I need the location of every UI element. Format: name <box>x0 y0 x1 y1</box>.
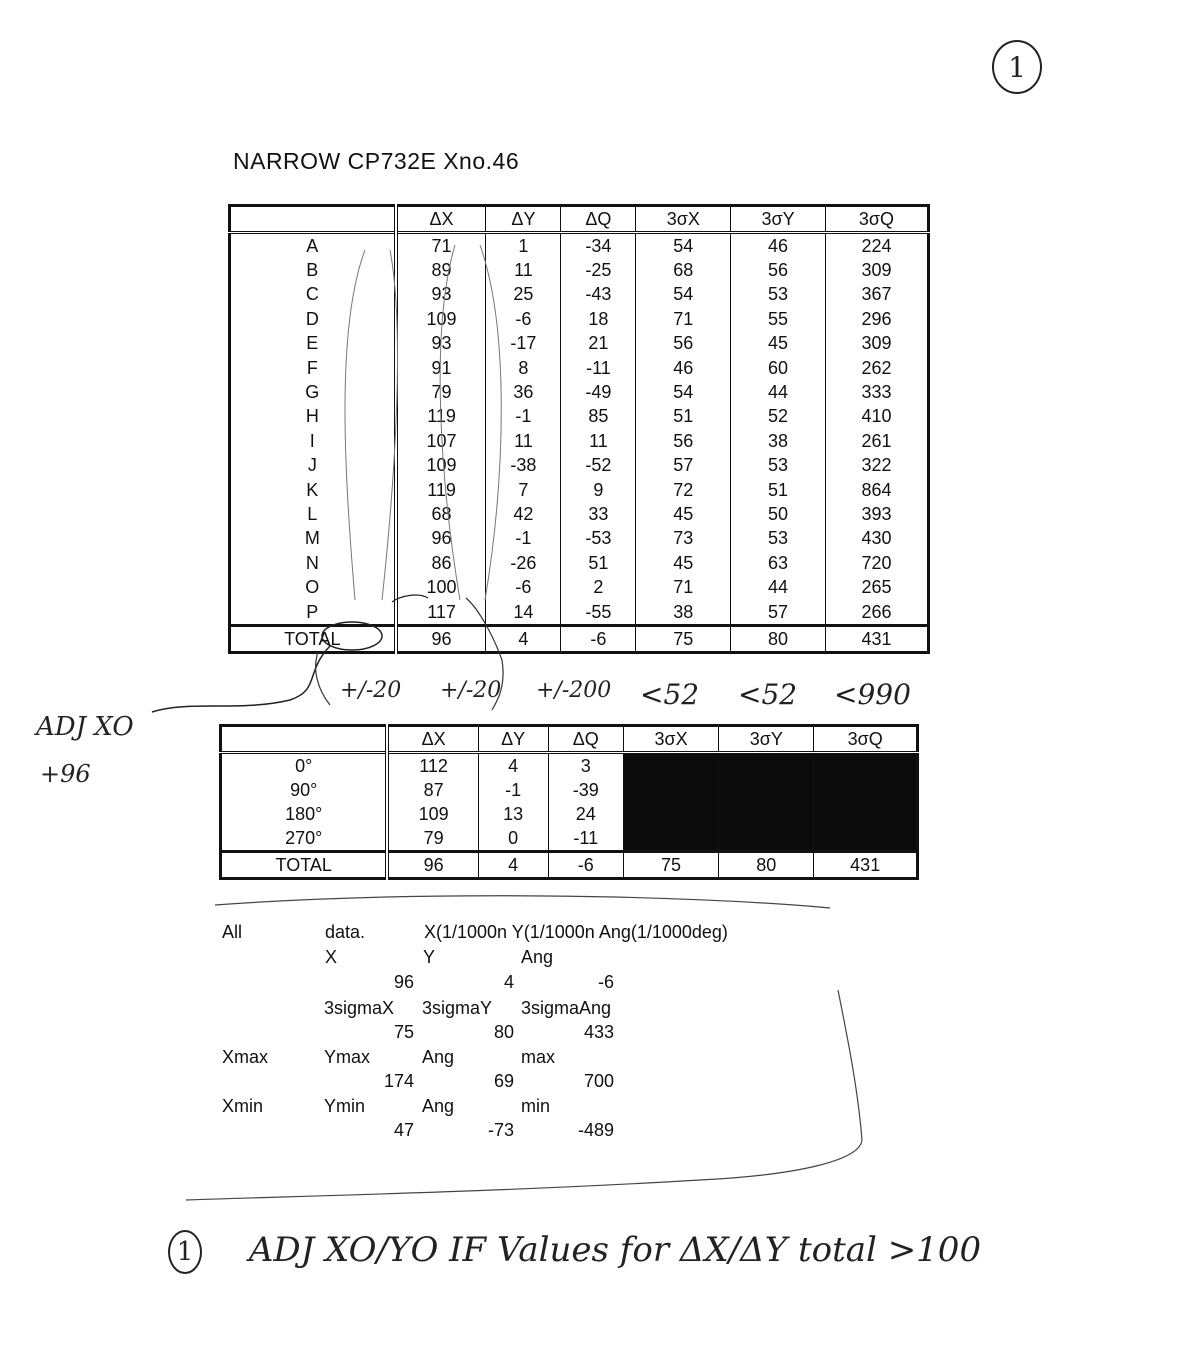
table-cell: 53 <box>731 527 826 551</box>
table-cell: -1 <box>478 778 548 802</box>
table-cell: 51 <box>636 405 731 429</box>
table-cell: -11 <box>561 356 636 380</box>
table-cell: 51 <box>561 551 636 575</box>
data-label: data. <box>325 922 366 942</box>
table-header-row <box>230 206 929 233</box>
table-cell: -39 <box>548 778 623 802</box>
redacted-cell <box>719 778 814 802</box>
table-cell: 50 <box>731 502 826 526</box>
table-cell: 296 <box>825 307 928 331</box>
tolerance-note: +/-20 <box>340 678 402 703</box>
ang-value: -6 <box>597 972 614 992</box>
table-cell: 89 <box>396 258 486 282</box>
page-number-circle <box>992 40 1042 94</box>
table-row <box>221 802 918 826</box>
table-cell: 68 <box>636 258 731 282</box>
table-row <box>230 502 929 526</box>
ymin-label: Ymin <box>324 1096 366 1116</box>
row-label: A <box>230 233 396 259</box>
row-label: 180° <box>221 802 388 826</box>
row-label: D <box>230 307 396 331</box>
table-cell: 25 <box>486 283 561 307</box>
sigma-y-label: 3sigmaY <box>422 998 493 1018</box>
table-cell: 9 <box>561 478 636 502</box>
table-row <box>221 753 918 779</box>
table-cell: 24 <box>548 802 623 826</box>
table-row <box>230 575 929 599</box>
tolerance-note: <52 <box>640 678 700 711</box>
total-cell: 4 <box>486 626 561 653</box>
table-cell: 85 <box>561 405 636 429</box>
table-cell: 63 <box>731 551 826 575</box>
redacted-cell <box>719 753 814 779</box>
table-cell: 2 <box>561 575 636 599</box>
total-cell: -6 <box>561 626 636 653</box>
table-cell: 11 <box>561 429 636 453</box>
table-row <box>230 332 929 356</box>
table-cell: 333 <box>825 380 928 404</box>
sigma-y-value: 80 <box>493 1022 514 1042</box>
table-cell: 107 <box>396 429 486 453</box>
table-cell: 100 <box>396 575 486 599</box>
redacted-cell <box>623 826 718 852</box>
table-cell: 45 <box>636 502 731 526</box>
table-cell: 109 <box>396 307 486 331</box>
redacted-cell <box>814 753 918 779</box>
table-cell: 46 <box>636 356 731 380</box>
xmin-value: 47 <box>393 1120 414 1140</box>
column-header: 3σX <box>636 206 731 233</box>
sigma-x-label: 3sigmaX <box>324 998 395 1018</box>
table-cell: 91 <box>396 356 486 380</box>
table-cell: 60 <box>731 356 826 380</box>
table-row <box>230 405 929 429</box>
table-cell: 54 <box>636 283 731 307</box>
page-number: 1 <box>1008 50 1026 84</box>
table-cell: 21 <box>561 332 636 356</box>
min-label: min <box>521 1096 551 1116</box>
table-row <box>230 258 929 282</box>
table-cell: 71 <box>396 233 486 259</box>
angmax-label: Ang <box>422 1047 455 1067</box>
row-label: G <box>230 380 396 404</box>
table-row <box>230 356 929 380</box>
table-cell: 393 <box>825 502 928 526</box>
table-cell: 720 <box>825 551 928 575</box>
table-cell: 410 <box>825 405 928 429</box>
table-cell: 36 <box>486 380 561 404</box>
table-cell: 79 <box>396 380 486 404</box>
table-cell: 8 <box>486 356 561 380</box>
table-cell: 72 <box>636 478 731 502</box>
table-cell: 864 <box>825 478 928 502</box>
table-cell: -1 <box>486 527 561 551</box>
table-cell: 3 <box>548 753 623 779</box>
table-cell: 73 <box>636 527 731 551</box>
table-cell: -25 <box>561 258 636 282</box>
table-cell: 13 <box>478 802 548 826</box>
table-cell: 112 <box>387 753 478 779</box>
table-cell: 56 <box>636 429 731 453</box>
tolerance-note: <990 <box>834 678 911 711</box>
column-header: 3σQ <box>814 726 918 753</box>
table-cell: 56 <box>731 258 826 282</box>
ang-label: Ang <box>521 947 554 967</box>
angle-table <box>219 724 919 880</box>
column-header: ΔY <box>478 726 548 753</box>
row-label: L <box>230 502 396 526</box>
total-cell: 96 <box>387 852 478 879</box>
table-cell: 33 <box>561 502 636 526</box>
total-cell: 80 <box>731 626 826 653</box>
table-row <box>221 778 918 802</box>
units-header: X(1/1000n Y(1/1000n Ang(1/1000deg) <box>424 922 728 942</box>
total-row <box>230 626 929 653</box>
table-cell: 119 <box>396 478 486 502</box>
column-header: ΔY <box>486 206 561 233</box>
table-cell: 265 <box>825 575 928 599</box>
table-cell: 54 <box>636 380 731 404</box>
row-label: 270° <box>221 826 388 852</box>
table-cell: 38 <box>636 600 731 626</box>
table-cell: 51 <box>731 478 826 502</box>
table-cell: 224 <box>825 233 928 259</box>
table-row <box>230 527 929 551</box>
table-cell: 367 <box>825 283 928 307</box>
total-cell: 431 <box>814 852 918 879</box>
redacted-cell <box>719 826 814 852</box>
redacted-cell <box>623 802 718 826</box>
table-cell: 430 <box>825 527 928 551</box>
all-label: All <box>222 922 243 942</box>
table-cell: -34 <box>561 233 636 259</box>
table-cell: 109 <box>387 802 478 826</box>
table-cell: -11 <box>548 826 623 852</box>
x-label: X <box>325 947 338 967</box>
table-cell: -26 <box>486 551 561 575</box>
table-row <box>230 283 929 307</box>
max-label: max <box>521 1047 556 1067</box>
row-label: F <box>230 356 396 380</box>
table-cell: 93 <box>396 283 486 307</box>
table-cell: 46 <box>731 233 826 259</box>
table-cell: 55 <box>731 307 826 331</box>
table-cell: 42 <box>486 502 561 526</box>
table-row <box>230 478 929 502</box>
table-cell: -49 <box>561 380 636 404</box>
table-row <box>230 600 929 626</box>
table-cell: 93 <box>396 332 486 356</box>
sigma-ang-value: 433 <box>583 1022 614 1042</box>
sigma-x-value: 75 <box>393 1022 414 1042</box>
row-label: 90° <box>221 778 388 802</box>
column-header: ΔQ <box>561 206 636 233</box>
total-label: TOTAL <box>230 626 396 653</box>
table-cell: -17 <box>486 332 561 356</box>
table-cell: 54 <box>636 233 731 259</box>
row-label: N <box>230 551 396 575</box>
column-header <box>221 726 388 753</box>
xmin-label: Xmin <box>222 1096 264 1116</box>
table-cell: 309 <box>825 332 928 356</box>
table-cell: 119 <box>396 405 486 429</box>
row-label: O <box>230 575 396 599</box>
x-value: 96 <box>393 972 414 992</box>
y-label: Y <box>423 947 436 967</box>
total-cell: 431 <box>825 626 928 653</box>
total-label: TOTAL <box>221 852 388 879</box>
row-label: 0° <box>221 753 388 779</box>
tolerance-note: +/-20 <box>440 678 502 703</box>
total-cell: -6 <box>548 852 623 879</box>
table-cell: 45 <box>731 332 826 356</box>
redacted-cell <box>814 802 918 826</box>
table-row <box>221 826 918 852</box>
table-cell: 322 <box>825 454 928 478</box>
table-row <box>230 551 929 575</box>
total-cell: 96 <box>396 626 486 653</box>
table-cell: 0 <box>478 826 548 852</box>
table-cell: -43 <box>561 283 636 307</box>
redacted-cell <box>719 802 814 826</box>
table-cell: 79 <box>387 826 478 852</box>
total-cell: 75 <box>636 626 731 653</box>
table-cell: 261 <box>825 429 928 453</box>
table-cell: 309 <box>825 258 928 282</box>
table-cell: 262 <box>825 356 928 380</box>
xmax-value: 174 <box>383 1071 414 1091</box>
table-cell: 14 <box>486 600 561 626</box>
table-cell: 44 <box>731 380 826 404</box>
table-cell: 266 <box>825 600 928 626</box>
table-row <box>230 429 929 453</box>
footnote-text: ADJ XO/YO IF Values for ΔX/ΔY total >100 <box>248 1230 982 1270</box>
handwritten-footnote <box>168 1230 981 1274</box>
table-cell: 4 <box>478 753 548 779</box>
tolerance-note: +/-200 <box>536 678 612 703</box>
table-cell: -55 <box>561 600 636 626</box>
table-row <box>230 307 929 331</box>
table-cell: 57 <box>731 600 826 626</box>
row-label: P <box>230 600 396 626</box>
table-cell: 86 <box>396 551 486 575</box>
table-cell: -1 <box>486 405 561 429</box>
table-cell: 38 <box>731 429 826 453</box>
column-header: 3σQ <box>825 206 928 233</box>
table-cell: 44 <box>731 575 826 599</box>
redacted-cell <box>623 778 718 802</box>
row-label: E <box>230 332 396 356</box>
table-cell: 87 <box>387 778 478 802</box>
row-label: C <box>230 283 396 307</box>
column-header <box>230 206 396 233</box>
angmin-value: -489 <box>577 1120 614 1140</box>
handwritten-adj-note: ADJ XO <box>36 712 134 742</box>
table-cell: -38 <box>486 454 561 478</box>
table-cell: 68 <box>396 502 486 526</box>
document-title: NARROW CP732E Xno.46 <box>233 148 520 174</box>
table-cell: 7 <box>486 478 561 502</box>
table-cell: 53 <box>731 283 826 307</box>
footnote-mark: 1 <box>168 1230 202 1274</box>
row-label: I <box>230 429 396 453</box>
table-cell: 71 <box>636 307 731 331</box>
redacted-cell <box>814 778 918 802</box>
table-cell: -6 <box>486 575 561 599</box>
table-cell: 71 <box>636 575 731 599</box>
column-header: 3σY <box>719 726 814 753</box>
column-header: 3σX <box>623 726 718 753</box>
redacted-cell <box>623 753 718 779</box>
measurement-table <box>228 204 930 654</box>
row-label: J <box>230 454 396 478</box>
total-cell: 75 <box>623 852 718 879</box>
handwritten-adj-value: +96 <box>40 760 91 788</box>
table-cell: -6 <box>486 307 561 331</box>
table-cell: 117 <box>396 600 486 626</box>
table-cell: 52 <box>731 405 826 429</box>
table-cell: -53 <box>561 527 636 551</box>
column-header: ΔQ <box>548 726 623 753</box>
tolerance-note: <52 <box>738 678 798 711</box>
table-cell: 96 <box>396 527 486 551</box>
total-cell: 80 <box>719 852 814 879</box>
total-cell: 4 <box>478 852 548 879</box>
table-cell: 57 <box>636 454 731 478</box>
angmax-value: 700 <box>583 1071 614 1091</box>
table-header-row <box>221 726 918 753</box>
table-cell: 56 <box>636 332 731 356</box>
table-cell: -52 <box>561 454 636 478</box>
row-label: K <box>230 478 396 502</box>
angmin-label: Ang <box>422 1096 455 1116</box>
table-cell: 11 <box>486 429 561 453</box>
column-header: ΔX <box>387 726 478 753</box>
row-label: M <box>230 527 396 551</box>
sigma-ang-label: 3sigmaAng <box>521 998 612 1018</box>
table-cell: 109 <box>396 454 486 478</box>
table-cell: 45 <box>636 551 731 575</box>
row-label: B <box>230 258 396 282</box>
column-header: 3σY <box>731 206 826 233</box>
table-row <box>230 454 929 478</box>
ymax-label: Ymax <box>324 1047 371 1067</box>
table-cell: 1 <box>486 233 561 259</box>
column-header: ΔX <box>396 206 486 233</box>
xmax-label: Xmax <box>222 1047 269 1067</box>
y-value: 4 <box>503 972 514 992</box>
row-label: H <box>230 405 396 429</box>
total-row <box>221 852 918 879</box>
redacted-cell <box>814 826 918 852</box>
ymax-value: 69 <box>493 1071 514 1091</box>
table-cell: 11 <box>486 258 561 282</box>
table-cell: 18 <box>561 307 636 331</box>
table-row <box>230 380 929 404</box>
ymin-value: -73 <box>487 1120 514 1140</box>
table-row <box>230 233 929 259</box>
table-cell: 53 <box>731 454 826 478</box>
